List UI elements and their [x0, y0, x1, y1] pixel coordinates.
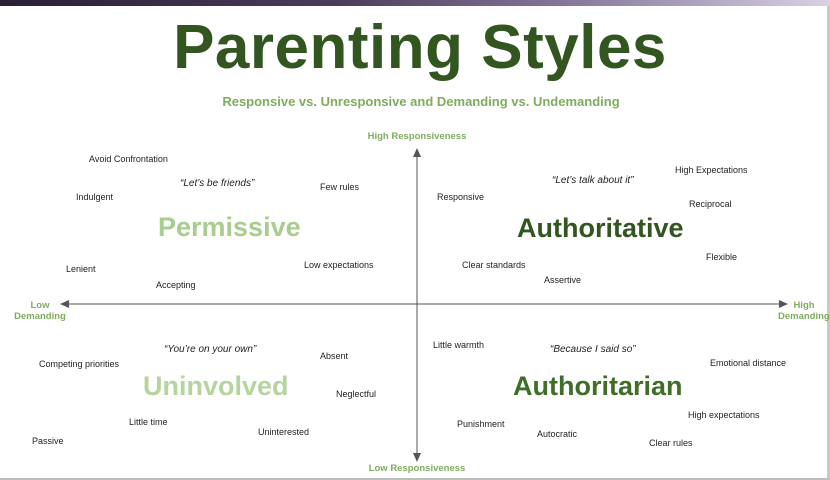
trait-few-rules: Few rules [320, 182, 360, 192]
trait-clear-rules: Clear rules [649, 438, 693, 448]
trait-clear-standards: Clear standards [462, 260, 526, 270]
axis-label-right-line1: High [793, 300, 815, 311]
trait-accepting: Accepting [156, 280, 196, 290]
trait-avoid-confrontation: Avoid Confrontation [89, 154, 168, 164]
page-subtitle: Responsive vs. Unresponsive and Demanding vs. Undemanding [222, 94, 620, 109]
quadrant-title-authoritarian: Authoritarian [513, 371, 683, 401]
quadrant-title-authoritative: Authoritative [517, 213, 684, 243]
trait-absent: Absent [320, 351, 349, 361]
axis-label-left [10, 300, 70, 322]
trait-punishment: Punishment [457, 419, 505, 429]
quote-authoritative: “Let’s talk about it” [552, 175, 634, 186]
trait-little-time: Little time [129, 417, 168, 427]
quadrant-title-uninvolved: Uninvolved [143, 371, 289, 401]
quote-permissive: “Let’s be friends” [180, 178, 255, 189]
trait-low-expectations: Low expectations [304, 260, 374, 270]
trait-neglectful: Neglectful [336, 389, 377, 399]
trait-autocratic: Autocratic [537, 429, 578, 439]
quadrant-title-permissive: Permissive [158, 212, 301, 242]
trait-reciprocal: Reciprocal [689, 199, 732, 209]
trait-high-expectations-authoritarian: High expectations [688, 410, 760, 420]
quote-authoritarian: “Because I said so” [550, 344, 636, 355]
trait-uninterested: Uninterested [258, 427, 310, 437]
trait-emotional-distance: Emotional distance [710, 358, 787, 368]
axis-label-right [774, 300, 830, 322]
axis-label-left-line2: Demanding [14, 311, 66, 322]
trait-indulgent: Indulgent [76, 192, 114, 202]
quote-uninvolved: “You’re on your own” [164, 344, 257, 355]
axis-label-right-line2: Demanding [778, 311, 830, 322]
page-title: Parenting Styles [173, 13, 667, 82]
trait-lenient: Lenient [66, 264, 96, 274]
trait-competing-priorities: Competing priorities [39, 359, 120, 369]
trait-flexible: Flexible [706, 252, 738, 262]
trait-assertive: Assertive [544, 275, 582, 285]
trait-responsive: Responsive [437, 192, 485, 202]
trait-passive: Passive [32, 436, 64, 446]
trait-high-expectations-authoritative: High Expectations [675, 165, 748, 175]
trait-little-warmth: Little warmth [433, 340, 485, 350]
axis-label-left-line1: Low [30, 300, 50, 311]
vertical-axis-arrow-up [413, 148, 421, 157]
axis-label-bottom: Low Responsiveness [368, 463, 466, 474]
vertical-axis-arrow-down [413, 453, 421, 462]
axis-label-top: High Responsiveness [367, 131, 467, 142]
